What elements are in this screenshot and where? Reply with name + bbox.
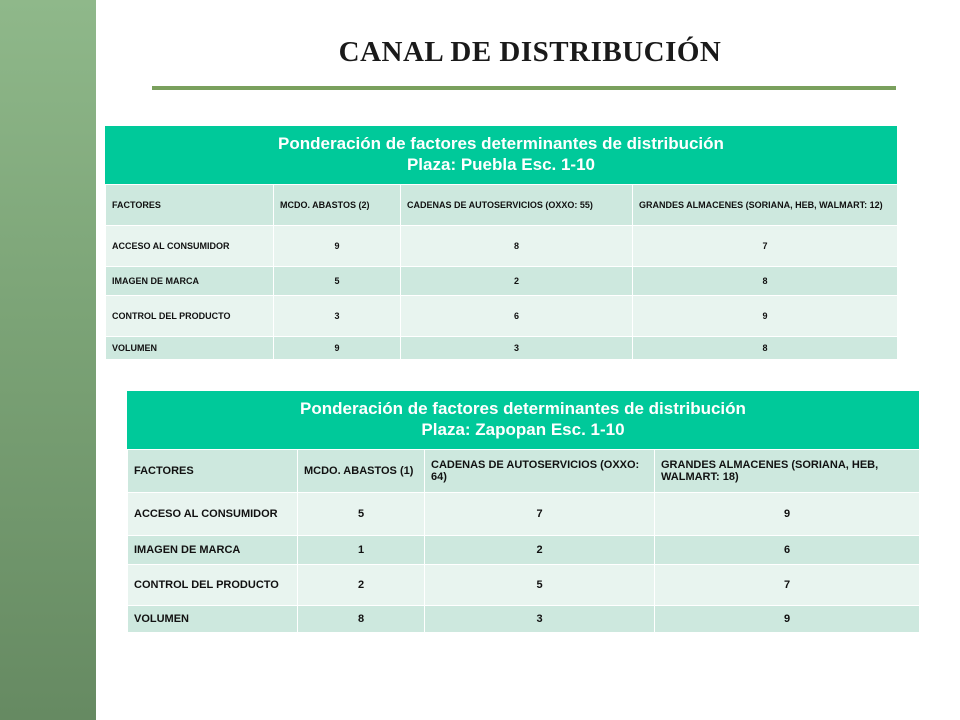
header-cell: MCDO. ABASTOS (1) — [298, 450, 425, 493]
header-cell: CADENAS DE AUTOSERVICIOS (OXXO: 55) — [401, 185, 633, 226]
header-cell: FACTORES — [128, 450, 298, 493]
table-puebla — [105, 126, 897, 360]
value-cell: 6 — [655, 536, 920, 565]
value-cell: 7 — [655, 565, 920, 606]
header-cell: CADENAS DE AUTOSERVICIOS (OXXO: 64) — [425, 450, 655, 493]
value-cell: 8 — [298, 606, 425, 633]
table-row — [106, 267, 898, 296]
factor-cell: ACCESO AL CONSUMIDOR — [106, 226, 274, 267]
table-row — [128, 493, 920, 536]
header-cell: FACTORES — [106, 185, 274, 226]
value-cell: 1 — [298, 536, 425, 565]
table-row — [128, 606, 920, 633]
table-zapopan — [127, 391, 919, 633]
table-caption — [105, 126, 897, 184]
value-cell: 9 — [274, 226, 401, 267]
table-header-row — [106, 185, 898, 226]
value-cell: 8 — [401, 226, 633, 267]
factor-cell: IMAGEN DE MARCA — [128, 536, 298, 565]
table-header-row — [128, 450, 920, 493]
table-row — [106, 226, 898, 267]
table-row — [128, 536, 920, 565]
header-cell: MCDO. ABASTOS (2) — [274, 185, 401, 226]
table-caption — [127, 391, 919, 449]
sidebar-decoration — [0, 0, 96, 720]
factor-cell: ACCESO AL CONSUMIDOR — [128, 493, 298, 536]
value-cell: 8 — [633, 337, 898, 360]
factors-table — [105, 184, 898, 360]
value-cell: 9 — [655, 493, 920, 536]
value-cell: 5 — [425, 565, 655, 606]
factor-cell: VOLUMEN — [128, 606, 298, 633]
value-cell: 9 — [274, 337, 401, 360]
value-cell: 2 — [401, 267, 633, 296]
header-cell: GRANDES ALMACENES (SORIANA, HEB, WALMART: 18) — [655, 450, 920, 493]
value-cell: 7 — [633, 226, 898, 267]
value-cell: 5 — [298, 493, 425, 536]
value-cell: 3 — [401, 337, 633, 360]
caption-line-2: Plaza: Zapopan Esc. 1-10 — [421, 420, 625, 439]
value-cell: 3 — [425, 606, 655, 633]
factor-cell: VOLUMEN — [106, 337, 274, 360]
table-row — [106, 337, 898, 360]
value-cell: 6 — [401, 296, 633, 337]
caption-line-2: Plaza: Puebla Esc. 1-10 — [406, 155, 596, 174]
value-cell: 2 — [298, 565, 425, 606]
value-cell: 9 — [655, 606, 920, 633]
table-row — [106, 296, 898, 337]
value-cell: 5 — [274, 267, 401, 296]
factor-cell: IMAGEN DE MARCA — [106, 267, 274, 296]
slide-title: CANAL DE DISTRIBUCIÓN — [338, 36, 722, 68]
factors-table — [127, 449, 920, 633]
value-cell: 3 — [274, 296, 401, 337]
caption-line-1: Ponderación de factores determinantes de distribución — [278, 134, 724, 153]
title-underline — [152, 86, 896, 90]
value-cell: 2 — [425, 536, 655, 565]
value-cell: 8 — [633, 267, 898, 296]
factor-cell: CONTROL DEL PRODUCTO — [128, 565, 298, 606]
factor-cell: CONTROL DEL PRODUCTO — [106, 296, 274, 337]
table-row — [128, 565, 920, 606]
value-cell: 7 — [425, 493, 655, 536]
header-cell: GRANDES ALMACENES (SORIANA, HEB, WALMART: 12) — [633, 185, 898, 226]
value-cell: 9 — [633, 296, 898, 337]
caption-line-1: Ponderación de factores determinantes de distribución — [300, 399, 746, 418]
